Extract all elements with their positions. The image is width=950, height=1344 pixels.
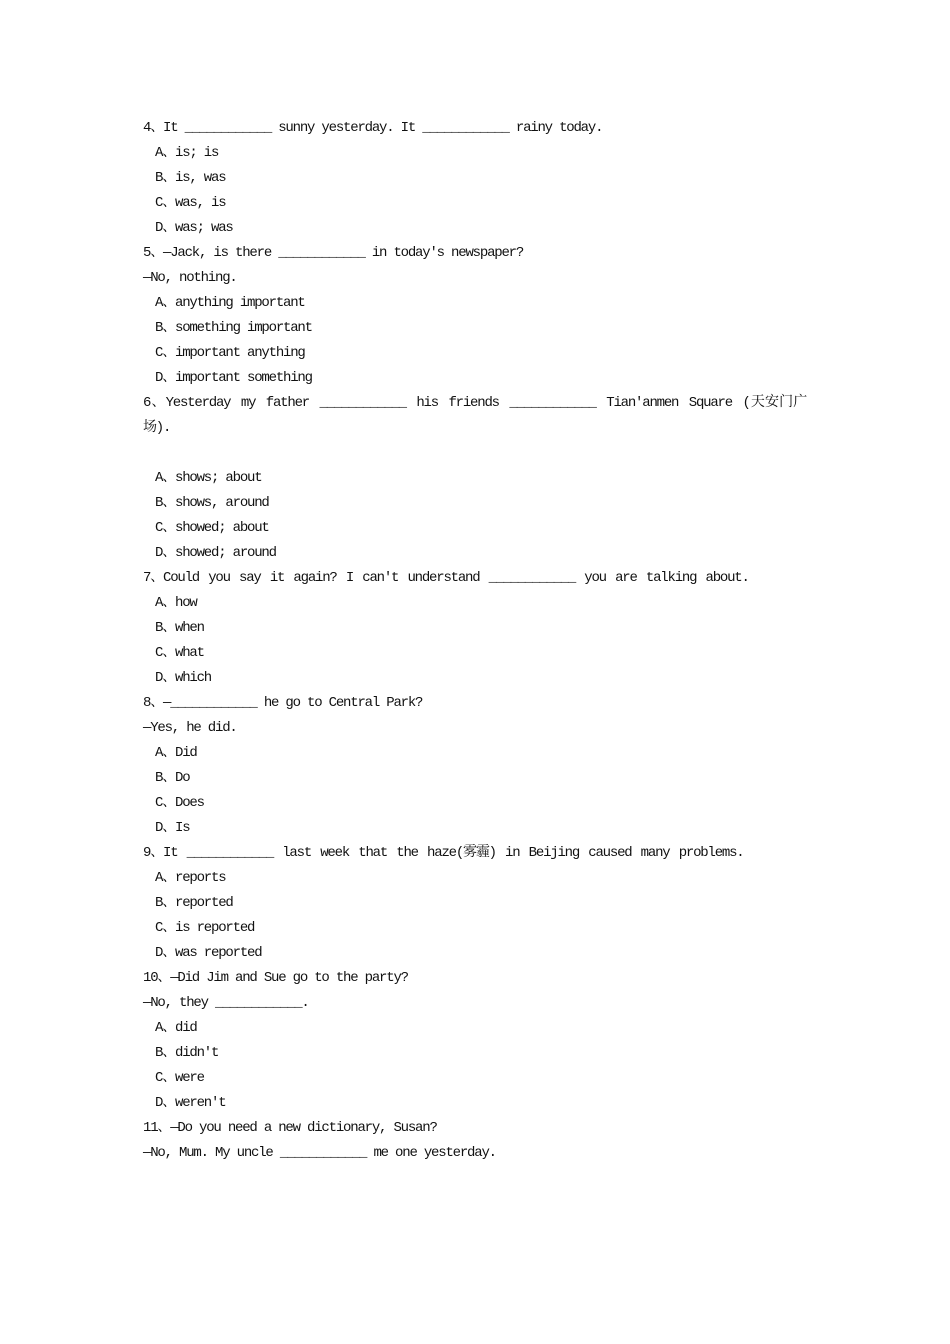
option: B、when (155, 620, 204, 636)
option: B、didn't (155, 1045, 219, 1061)
option: C、was, is (155, 195, 226, 211)
question-10-reply: —No, they ____________. (143, 995, 309, 1011)
option: D、showed; around (155, 545, 276, 561)
option: B、is, was (155, 170, 226, 186)
option: A、did (155, 1020, 197, 1036)
question-11-reply: —No, Mum. My uncle ____________ me one yesterday. (143, 1145, 496, 1161)
option: A、anything important (155, 295, 305, 311)
option: D、important something (155, 370, 312, 386)
question-11-stem: 11、—Do you need a new dictionary, Susan? (143, 1120, 437, 1136)
option: C、showed; about (155, 520, 269, 536)
option: A、Did (155, 745, 197, 761)
option: B、reported (155, 895, 233, 911)
option: C、important anything (155, 345, 305, 361)
question-10-stem: 10、—Did Jim and Sue go to the party? (143, 970, 408, 986)
option: B、something important (155, 320, 312, 336)
option: A、reports (155, 870, 226, 886)
question-8-stem: 8、—____________ he go to Central Park? (143, 695, 423, 711)
option: A、is; is (155, 145, 219, 161)
question-7-stem: 7、Could you say it again? I can't understand ____________ you are talking about. (143, 570, 749, 586)
spacer (143, 441, 806, 466)
option: B、shows, around (155, 495, 269, 511)
question-6-stem: 6、Yesterday my father ____________ his friends ____________ Tian'anmen Square (天安门广场). (143, 395, 806, 436)
option: C、is reported (155, 920, 255, 936)
option: C、what (155, 645, 204, 661)
worksheet (143, 116, 806, 1166)
option: C、Does (155, 795, 204, 811)
option: A、shows; about (155, 470, 262, 486)
option: C、were (155, 1070, 204, 1086)
question-5-stem: 5、—Jack, is there ____________ in today's newspaper? (143, 245, 524, 261)
question-4-stem: 4、It ____________ sunny yesterday. It ____________ rainy today. (143, 120, 603, 136)
option: D、which (155, 670, 212, 686)
option: A、how (155, 595, 197, 611)
option: D、Is (155, 820, 190, 836)
option: D、weren't (155, 1095, 226, 1111)
question-5-reply: —No, nothing. (143, 270, 237, 286)
question-8-reply: —Yes, he did. (143, 720, 237, 736)
option: B、Do (155, 770, 190, 786)
question-9-stem: 9、It ____________ last week that the haze(雾霾) in Beijing caused many problems. (143, 845, 744, 861)
option: D、was; was (155, 220, 233, 236)
option: D、was reported (155, 945, 262, 961)
